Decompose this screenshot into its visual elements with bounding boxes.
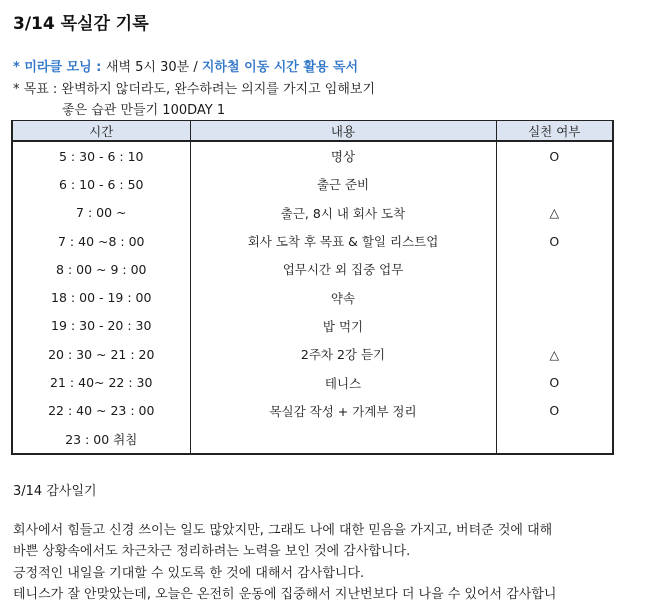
- header-time: 시간: [12, 121, 190, 142]
- table-row: [12, 340, 613, 368]
- table-row: [12, 425, 613, 454]
- cell-time: 5 : 30 - 6 : 10: [12, 141, 190, 170]
- cell-done: O: [496, 368, 613, 396]
- cell-content: 2주차 2강 듣기: [190, 340, 496, 368]
- habit-line: 좋은 습관 만들기 100DAY 1: [62, 103, 226, 118]
- cell-done: [496, 283, 613, 311]
- miracle-morning-label: * 미라클 모닝 :: [13, 60, 106, 75]
- cell-content: 약속: [190, 283, 496, 311]
- cell-time: 7 : 40 ~8 : 00: [12, 227, 190, 255]
- cell-done: [496, 255, 613, 283]
- table-row: [12, 397, 613, 425]
- cell-done: △: [496, 199, 613, 227]
- cell-done: O: [496, 227, 613, 255]
- cell-time: 7 : 00 ~: [12, 199, 190, 227]
- gratitude-diary: [13, 520, 649, 605]
- table-header-row: [12, 121, 613, 142]
- cell-done: O: [496, 141, 613, 170]
- table-row: [12, 255, 613, 283]
- page-title: 3/14 목실감 기록: [13, 14, 149, 34]
- table-row: [12, 312, 613, 340]
- cell-time: 22 : 40 ~ 23 : 00: [12, 397, 190, 425]
- cell-content: 명상: [190, 141, 496, 170]
- cell-time: 19 : 30 - 20 : 30: [12, 312, 190, 340]
- schedule-table: [11, 120, 614, 455]
- table-row: [12, 283, 613, 311]
- diary-title: 3/14 감사일기: [13, 484, 97, 499]
- cell-content: 회사 도착 후 목표 & 할일 리스트업: [190, 227, 496, 255]
- cell-time: 8 : 00 ~ 9 : 00: [12, 255, 190, 283]
- cell-done: O: [496, 397, 613, 425]
- diary-line: 바쁜 상황속에서도 차근차근 정리하려는 노력을 보인 것에 감사합니다.: [13, 544, 411, 560]
- cell-done: [496, 425, 613, 454]
- header-done: 실천 여부: [496, 121, 613, 142]
- cell-time: 6 : 10 - 6 : 50: [12, 170, 190, 198]
- table-row: [12, 170, 613, 198]
- cell-content: 목실감 작성 + 가계부 정리: [190, 397, 496, 425]
- miracle-morning-activity: 지하철 이동 시간 활용 독서: [201, 60, 359, 75]
- header-content: 내용: [190, 121, 496, 142]
- diary-line: 테니스가 잘 안맞았는데, 오늘은 온전히 운동에 집중해서 지난번보다 더 나을 수 있어서 감사합니: [13, 586, 557, 602]
- cell-time: 23 : 00 취침: [12, 425, 190, 454]
- cell-content: 출근, 8시 내 회사 도착: [190, 199, 496, 227]
- table-row: [12, 141, 613, 170]
- table-row: [12, 368, 613, 396]
- cell-content: 테니스: [190, 368, 496, 396]
- table-row: [12, 199, 613, 227]
- cell-done: [496, 170, 613, 198]
- cell-done: △: [496, 340, 613, 368]
- cell-time: 18 : 00 - 19 : 00: [12, 283, 190, 311]
- diary-line: 회사에서 힘들고 신경 쓰이는 일도 많았지만, 그래도 나에 대한 믿음을 가지고, 버텨준 것에 대해: [13, 523, 553, 538]
- cell-content: [190, 425, 496, 454]
- cell-content: 밥 먹기: [190, 312, 496, 340]
- diary-line: 긍정적인 내일을 기대할 수 있도록 한 것에 대해서 감사합니다.: [13, 565, 365, 581]
- miracle-morning-time: 새벽 5시 30분 /: [105, 60, 202, 75]
- cell-content: 출근 준비: [190, 170, 496, 198]
- goal-line: * 목표 : 완벽하지 않더라도, 완수하려는 의지를 가지고 임해보기: [13, 82, 376, 97]
- cell-time: 20 : 30 ~ 21 : 20: [12, 340, 190, 368]
- miracle-morning-line: [13, 56, 358, 75]
- cell-done: [496, 312, 613, 340]
- cell-content: 업무시간 외 집중 업무: [190, 255, 496, 283]
- cell-time: 21 : 40~ 22 : 30: [12, 368, 190, 396]
- table-row: [12, 227, 613, 255]
